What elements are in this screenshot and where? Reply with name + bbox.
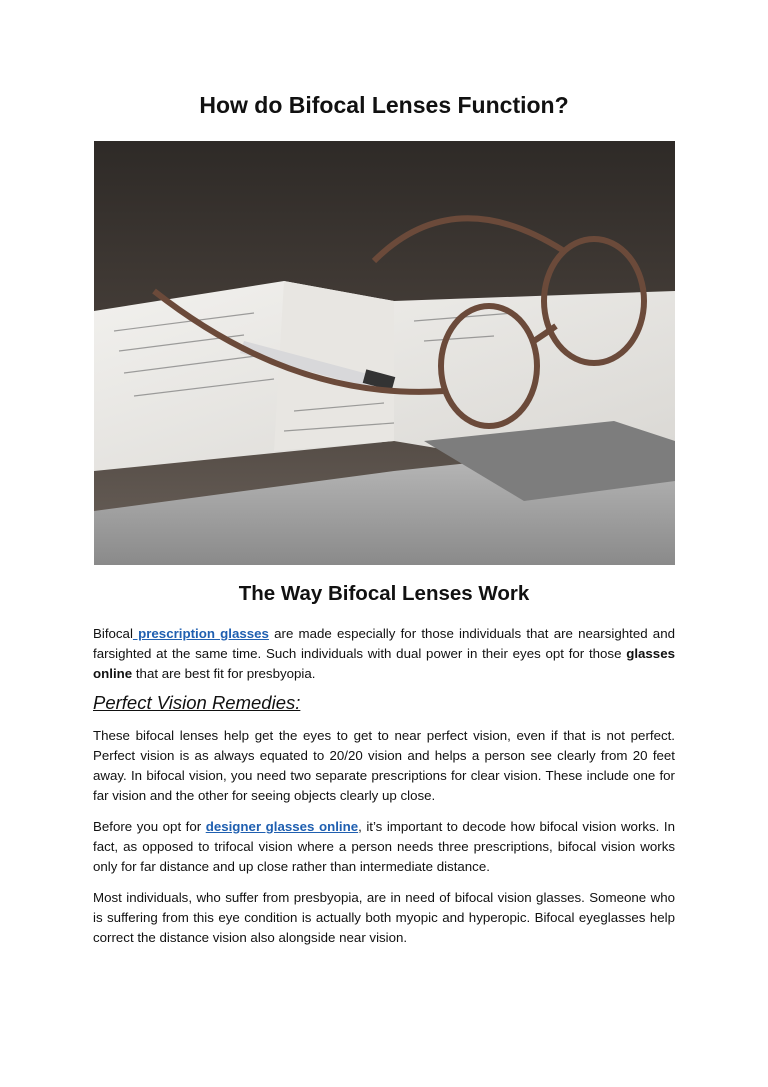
glasses-on-notebook-photo <box>94 141 675 565</box>
p2-text-1: Before you opt for <box>93 819 206 834</box>
perfect-vision-heading: Perfect Vision Remedies: <box>93 692 301 713</box>
page-title: How do Bifocal Lenses Function? <box>199 92 569 118</box>
intro-paragraph <box>93 624 675 684</box>
glasses-online-bold: glasses online <box>93 646 675 681</box>
intro-text-3: that are best fit for presbyopia. <box>132 666 316 681</box>
intro-text-2: are made especially for those individuals that are nearsighted and farsighted at the same time. Such individuals with dual power in their eyes opt for those <box>93 626 675 661</box>
vision-paragraph-2 <box>93 817 675 877</box>
section-subtitle: The Way Bifocal Lenses Work <box>238 582 530 605</box>
designer-glasses-online-link[interactable]: designer glasses online <box>205 819 359 834</box>
vision-paragraph-1: These bifocal lenses help get the eyes to get to near perfect vision, even if that is not perfect. Perfect vision is as always equated to 20/20 vision and helps a person see clearly from 20 feet away. In bifocal vision, you need two separate prescriptions for clear vision. These include one for far vision and the other for seeing objects clearly up close. <box>93 728 675 803</box>
prescription-glasses-link[interactable]: prescription glasses <box>132 626 269 641</box>
vision-paragraph-3: Most individuals, who suffer from presbyopia, are in need of bifocal vision glasses. Someone who is suffering from this eye condition is actually both myopic and hyperopic. Bifocal eyeglasses help correct the distance vision also alongside near vision. <box>93 890 675 945</box>
p2-text-2: , it’s important to decode how bifocal vision works. In fact, as opposed to trifocal vision where a person needs three prescriptions, bifocal vision works only for far distance and up close rather than intermediate distance. <box>93 819 675 874</box>
intro-text-1: Bifocal <box>93 626 133 641</box>
